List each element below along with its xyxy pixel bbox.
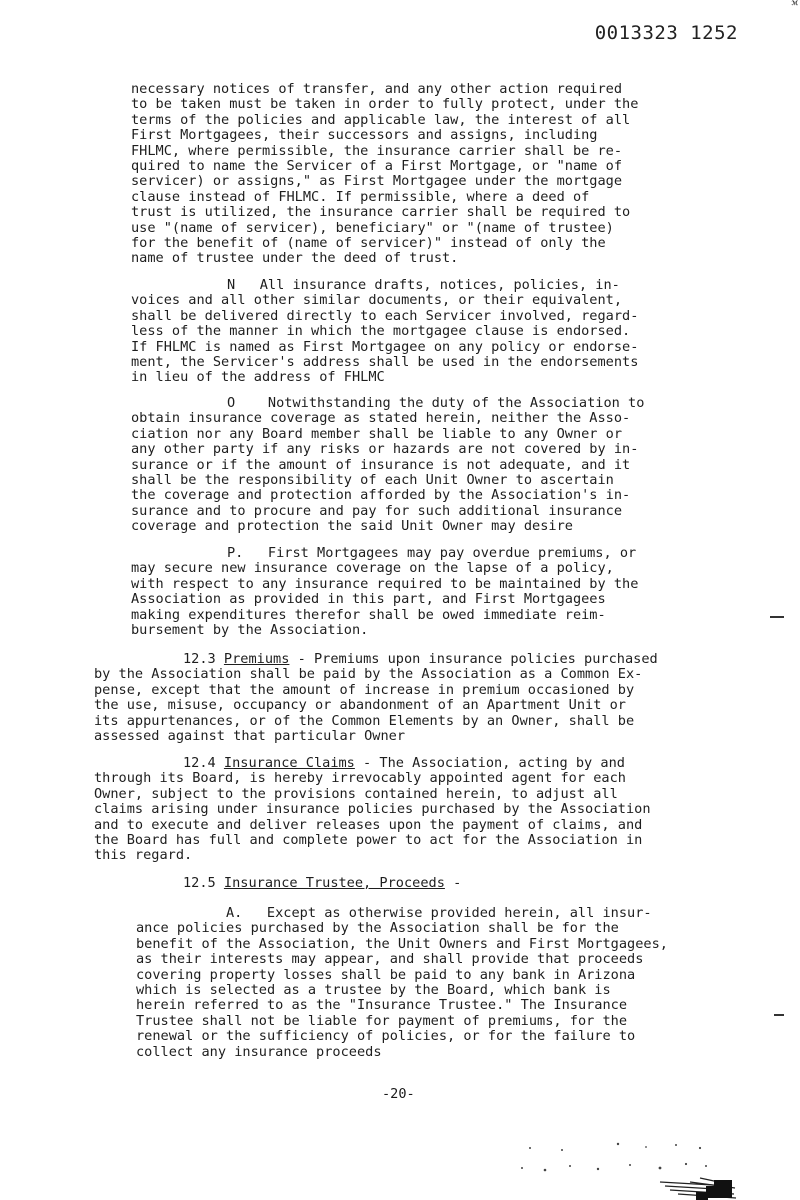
paragraph-p [131, 546, 638, 638]
paragraph-n-text: N All insurance drafts, notices, policies, in- voices and all other similar documents, or their equivalent, shall be delivered directly to each Servicer involved, regard- less of the manner in which the mortgagee clause is endorsed. If FHLMC is named as First Mortgagee on any policy or endorse- ment, the Servicer's address shall be used in the endorsements in lieu of the address of FHLMC [131, 277, 639, 386]
recording-number: 0013323 1252 [594, 22, 738, 44]
paragraph-o-text: O Notwithstanding the duty of the Association to obtain insurance coverage as stated herein, neither the Asso- ciation nor any Board member shall be liable to any Owner or any other party if any risks or hazards are not covered by in- surance or if the amount of insurance is not adequate, and it shall be the responsibility of each Unit Owner to ascertain the coverage and protection afforded by the Association's in- surance and to procure and pay for such additional insurance coverage and protection the said Unit Owner may desire [131, 395, 645, 535]
corner-stamp-mark: ℳ [791, 0, 798, 7]
paragraph-m-continued: necessary notices of transfer, and any other action required to be taken must be taken in order to fully protect, under the terms of the policies and applicable law, the interest of all First Mortgagees, their successors and assigns, including FHLMC, where permissible, the insurance carrier shall be re- quired to name the Servicer of a First Mortgage, or "name of servicer) or assigns," as First Mortgagee under the mortgage clause instead of FHLMC. If permissible, where a deed of trust is utilized, the insurance carrier shall be required to use "(name of servicer), beneficiary" or "(name of trustee) for the benefit of (name of servicer)" instead of only the name of trustee under the deed of trust. [131, 81, 639, 267]
section-12-4 [94, 756, 651, 864]
section-12-3-number: 12.3 [183, 651, 224, 667]
margin-mark [770, 616, 784, 618]
section-12-3 [94, 652, 658, 744]
paragraph-n [131, 278, 638, 386]
paragraph-o [131, 396, 644, 535]
section-12-5 [183, 876, 461, 891]
section-12-4-number: 12.4 [183, 755, 224, 771]
paragraph-a [136, 906, 668, 1060]
margin-mark [774, 1014, 784, 1016]
section-12-3-text: - Premiums upon insurance policies purchased by the Association shall be paid by the Association as a Common Ex- pense, except that the amount of increase in premium occasioned by the use, misuse, occupancy or abandonment of an Apartment Unit or its appurtenances, or of the Common Elements by an Owner, shall be assessed against that particular Owner [94, 651, 658, 745]
page-number: -20- [382, 1086, 415, 1102]
paragraph-a-text: A. Except as otherwise provided herein, all insur- ance policies purchased by the Association shall be for the benefit of the Association, the Unit Owners and First Mortgagees, as their interests may appear, and shall provide that proceeds covering property losses shall be paid to any bank in Arizona which is selected as a trustee by the Board, which bank is herein referred to as the "Insurance Trustee." The Insurance Trustee shall not be liable for payment of premiums, for the renewal or the sufficiency of policies, or for the failure to collect any insurance proceeds [136, 905, 668, 1060]
paragraph-p-text: P. First Mortgagees may pay overdue premiums, or may secure new insurance coverage on the lapse of a policy, with respect to any insurance required to be maintained by the Association as provided in this part, and First Mortgagees making expenditures therefor shall be owed immediate reim- bursement by the Association. [131, 545, 639, 639]
section-12-5-heading: Insurance Trustee, Proceeds [223, 875, 445, 891]
section-12-3-heading: Premiums [223, 651, 290, 667]
section-12-5-tail: - [444, 875, 462, 891]
scan-noise-smudge [500, 1120, 740, 1200]
section-12-4-heading: Insurance Claims [223, 755, 355, 771]
section-12-5-number: 12.5 [183, 875, 224, 891]
section-12-4-text: - The Association, acting by and through its Board, is hereby irrevocably appointed agent for each Owner, subject to the provisions contained herein, to adjust all claims arising under insurance policies purchased by the Association and to execute and deliver releases upon the payment of claims, and the Board has full and complete power to act for the Association in this regard. [94, 755, 651, 864]
